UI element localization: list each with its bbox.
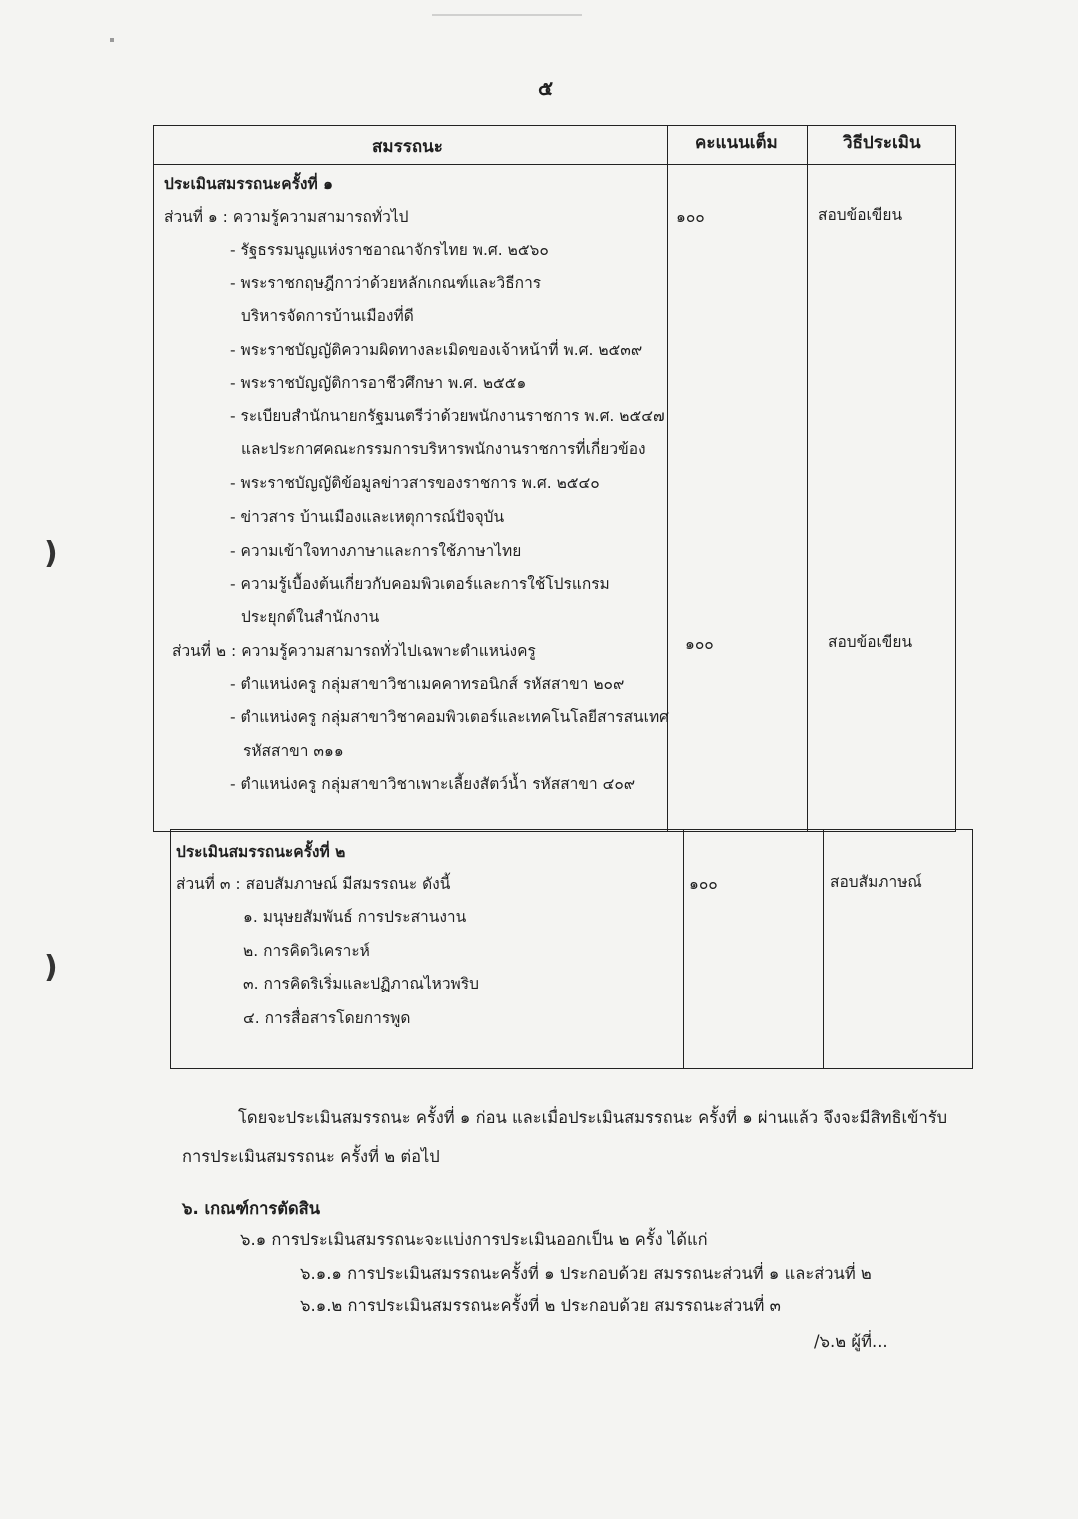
round1-title: ประเมินสมรรถนะครั้งที่ ๑ — [164, 175, 333, 193]
part1-item: และประกาศคณะกรรมการบริหารพนักงานราชการที่เกี่ยวข้อง — [241, 440, 646, 458]
criteria-item: ๖.๑ การประเมินสมรรถนะจะแบ่งการประเมินออกเป็น ๒ ครั้ง ได้แก่ — [240, 1230, 708, 1249]
part1-item: - พระราชบัญญัติความผิดทางละเมิดของเจ้าหน้าที่ พ.ศ. ๒๕๓๙ — [230, 341, 643, 359]
part1-method: สอบข้อเขียน — [818, 206, 903, 224]
part1-item: - รัฐธรรมนูญแห่งราชอาณาจักรไทย พ.ศ. ๒๕๖๐ — [230, 241, 549, 259]
round2-title: ประเมินสมรรถนะครั้งที่ ๒ — [176, 843, 346, 861]
header-method: วิธีประเมิน — [843, 133, 921, 153]
criteria-subitem: ๖.๑.๒ การประเมินสมรรถนะครั้งที่ ๒ ประกอบด้วย สมรรถนะส่วนที่ ๓ — [300, 1296, 781, 1315]
part1-item: - พระราชกฤษฎีกาว่าด้วยหลักเกณฑ์และวิธีการ — [230, 274, 542, 292]
part2-method: สอบข้อเขียน — [828, 633, 913, 651]
page-number: ๕ — [538, 76, 554, 100]
header-full-score: คะแนนเต็ม — [695, 133, 778, 153]
part1-score: ๑๐๐ — [676, 208, 705, 226]
part2-item: รหัสสาขา ๓๑๑ — [243, 742, 344, 760]
part3-method: สอบสัมภาษณ์ — [830, 873, 922, 891]
scan-mark — [110, 38, 114, 42]
part1-item: - ความเข้าใจทางภาษาและการใช้ภาษาไทย — [230, 542, 522, 560]
part1-label: ส่วนที่ ๑ : ความรู้ความสามารถทั่วไป — [164, 208, 409, 226]
section-heading: ๖. เกณฑ์การตัดสิน — [182, 1199, 321, 1218]
part3-label: ส่วนที่ ๓ : สอบสัมภาษณ์ มีสมรรถนะ ดังนี้ — [176, 875, 451, 893]
part2-item: - ตำแหน่งครู กลุ่มสาขาวิชาคอมพิวเตอร์และเทคโนโลยีสารสนเทศ — [230, 708, 670, 726]
criteria-subitem: ๖.๑.๑ การประเมินสมรรถนะครั้งที่ ๑ ประกอบด้วย สมรรถนะส่วนที่ ๑ และส่วนที่ ๒ — [300, 1264, 872, 1283]
part2-item: - ตำแหน่งครู กลุ่มสาขาวิชาเพาะเลี้ยงสัตว์น้ำ รหัสสาขา ๔๐๙ — [230, 775, 636, 793]
part1-item: - พระราชบัญญัติข้อมูลข่าวสารของราชการ พ.ศ. ๒๕๔๐ — [230, 474, 600, 492]
continue-note: /๖.๒ ผู้ที่... — [814, 1332, 888, 1351]
part3-item: ๒. การคิดวิเคราะห์ — [243, 942, 370, 960]
part1-item: ประยุกต์ในสำนักงาน — [241, 608, 380, 626]
margin-bracket: ) — [44, 950, 58, 985]
paragraph-line: โดยจะประเมินสมรรถนะ ครั้งที่ ๑ ก่อน และเมื่อประเมินสมรรถนะ ครั้งที่ ๑ ผ่านแล้ว จึงจะมีสิทธิเข้ารับ — [238, 1108, 948, 1127]
part3-item: ๑. มนุษยสัมพันธ์ การประสานงาน — [243, 908, 467, 926]
part1-item: - ความรู้เบื้องต้นเกี่ยวกับคอมพิวเตอร์และการใช้โปรแกรม — [230, 575, 610, 593]
part2-score: ๑๐๐ — [685, 635, 714, 653]
part1-item: - ระเบียบสำนักนายกรัฐมนตรีว่าด้วยพนักงานราชการ พ.ศ. ๒๕๔๗ — [230, 407, 665, 425]
part2-label: ส่วนที่ ๒ : ความรู้ความสามารถทั่วไปเฉพาะตำแหน่งครู — [172, 642, 536, 660]
paragraph-line: การประเมินสมรรถนะ ครั้งที่ ๒ ต่อไป — [182, 1147, 440, 1166]
part3-item: ๓. การคิดริเริ่มและปฏิภาณไหวพริบ — [243, 975, 479, 993]
header-competency: สมรรถนะ — [372, 137, 443, 157]
part3-item: ๔. การสื่อสารโดยการพูด — [243, 1009, 411, 1027]
part1-item: - ข่าวสาร บ้านเมืองและเหตุการณ์ปัจจุบัน — [230, 508, 505, 526]
part2-item: - ตำแหน่งครู กลุ่มสาขาวิชาเมคคาทรอนิกส์ รหัสสาขา ๒๐๙ — [230, 675, 625, 693]
part3-score: ๑๐๐ — [689, 875, 718, 893]
scan-mark — [432, 14, 582, 16]
margin-bracket: ) — [44, 536, 58, 571]
part1-item: บริหารจัดการบ้านเมืองที่ดี — [241, 307, 414, 325]
part1-item: - พระราชบัญญัติการอาชีวศึกษา พ.ศ. ๒๕๕๑ — [230, 374, 527, 392]
